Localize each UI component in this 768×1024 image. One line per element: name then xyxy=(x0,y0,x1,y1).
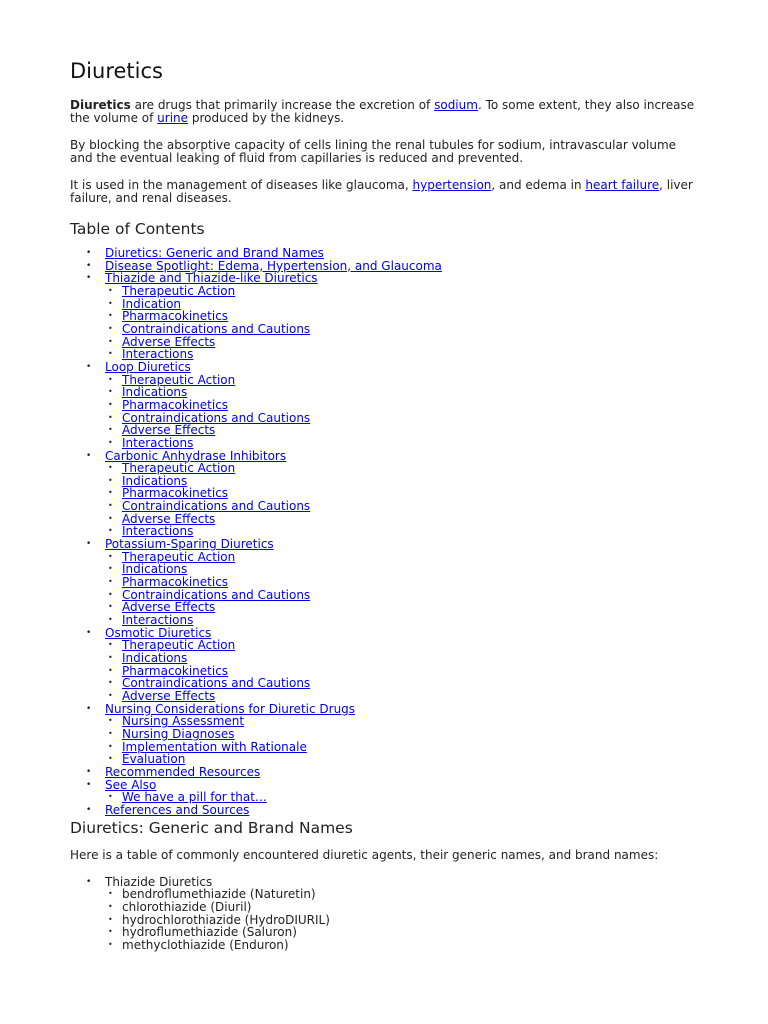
toc-sublink[interactable]: Implementation with Rationale xyxy=(122,739,307,754)
drug-item: • bendroflumethiazide (Naturetin) xyxy=(105,888,698,901)
toc-sublink[interactable]: Pharmacokinetics xyxy=(122,663,229,678)
intro-text: are drugs that primarily increase the excretion of xyxy=(130,98,435,112)
toc-sublink[interactable]: Therapeutic Action xyxy=(122,372,236,387)
toc-sublink[interactable]: Therapeutic Action xyxy=(122,638,236,653)
intro-paragraph-2: By blocking the absorptive capacity of cells lining the renal tubules for sodium, intravascular volume and the eventual leaking of fluid from capillaries is reduced and prevented. xyxy=(70,138,677,165)
toc-sublink[interactable]: Adverse Effects xyxy=(122,511,216,526)
intro-text: , and edema in xyxy=(491,178,586,192)
toc-sublink[interactable]: Nursing Diagnoses xyxy=(122,726,235,741)
toc-sublink[interactable]: Contraindications and Cautions xyxy=(122,499,311,514)
toc-sublink[interactable]: Contraindications and Cautions xyxy=(122,676,311,691)
toc-item xyxy=(70,779,698,804)
intro-paragraph-1 xyxy=(70,99,698,125)
toc-subitem xyxy=(105,741,698,754)
toc-sublink[interactable]: Interactions xyxy=(122,347,194,362)
toc-item xyxy=(70,538,698,627)
toc-link[interactable]: Osmotic Diuretics xyxy=(105,625,212,640)
toc-subitem xyxy=(105,462,698,475)
toc-sublink[interactable]: Interactions xyxy=(122,613,194,628)
toc-link[interactable]: Recommended Resources xyxy=(105,764,261,779)
toc-sublist xyxy=(105,285,698,361)
toc-sublink[interactable]: Evaluation xyxy=(122,752,186,767)
toc-sublink[interactable]: Indications xyxy=(122,562,188,577)
toc-link[interactable]: Thiazide and Thiazide-like Diuretics xyxy=(105,271,318,286)
drug-sublist xyxy=(105,888,698,951)
intro-text: . To some extent, they also increase the volume of xyxy=(70,98,695,125)
urine-link[interactable]: urine xyxy=(157,111,189,125)
toc-sublink[interactable]: Pharmacokinetics xyxy=(122,309,229,324)
toc-item xyxy=(70,627,698,703)
toc-subitem xyxy=(105,639,698,652)
toc-sublink[interactable]: Pharmacokinetics xyxy=(122,486,229,501)
toc-subitem xyxy=(105,551,698,564)
toc-subitem xyxy=(105,348,698,361)
drug-item: • hydroflumethiazide (Saluron) xyxy=(105,926,698,939)
toc-sublink[interactable]: Interactions xyxy=(122,435,194,450)
toc-heading: Table of Contents xyxy=(70,220,205,238)
intro-paragraph-3 xyxy=(70,179,698,205)
toc-sublist xyxy=(105,462,698,538)
intro-text: , liver failure, and renal diseases. xyxy=(70,178,693,205)
toc-link[interactable]: Potassium-Sparing Diuretics xyxy=(105,537,274,552)
toc-sublist xyxy=(105,374,698,450)
sodium-link[interactable]: sodium xyxy=(434,98,478,112)
toc-sublink[interactable]: Pharmacokinetics xyxy=(122,575,229,590)
toc-subitem xyxy=(105,513,698,526)
toc-sublink[interactable]: Therapeutic Action xyxy=(122,549,236,564)
drug-item: • methyclothiazide (Enduron) xyxy=(105,939,698,952)
toc-link[interactable]: Disease Spotlight: Edema, Hypertension, and Glaucoma xyxy=(105,258,442,273)
toc-sublink[interactable]: Indications xyxy=(122,473,188,488)
toc-sublink[interactable]: Contraindications and Cautions xyxy=(122,321,311,336)
toc-sublink[interactable]: Interactions xyxy=(122,524,194,539)
toc-subitem xyxy=(105,424,698,437)
toc-sublist xyxy=(105,551,698,627)
toc-link[interactable]: References and Sources xyxy=(105,802,250,817)
toc-sublink[interactable]: Indication xyxy=(122,296,182,311)
toc-link[interactable]: Diuretics: Generic and Brand Names xyxy=(105,246,324,260)
toc-sublink[interactable]: Indications xyxy=(122,385,188,400)
generic-brand-section xyxy=(70,818,698,952)
section-intro: Here is a table of commonly encountered diuretic agents, their generic names, and brand names: xyxy=(70,847,659,862)
toc-link[interactable]: Nursing Considerations for Diuretic Drugs xyxy=(105,701,356,716)
toc-sublink[interactable]: Adverse Effects xyxy=(122,334,216,349)
toc-sublink[interactable]: Nursing Assessment xyxy=(122,714,245,729)
drug-group-label: Thiazide Diuretics xyxy=(105,874,213,889)
toc-item xyxy=(70,450,698,539)
toc-sublink[interactable]: Indications xyxy=(122,651,188,665)
toc-sublink[interactable]: Pharmacokinetics xyxy=(122,397,229,412)
toc-item xyxy=(70,272,698,361)
toc-item xyxy=(70,703,698,766)
toc-subitem xyxy=(105,374,698,387)
toc-sublink[interactable]: Contraindications and Cautions xyxy=(122,410,311,425)
page-title: Diuretics xyxy=(70,59,163,83)
toc-sublink[interactable]: Therapeutic Action xyxy=(122,461,236,476)
toc-sublist xyxy=(105,639,698,702)
drug-item: • chlorothiazide (Diuril) xyxy=(105,901,698,914)
toc-link[interactable]: See Also xyxy=(105,777,157,792)
toc-subitem xyxy=(105,336,698,349)
heart-failure-link[interactable]: heart failure xyxy=(585,178,660,192)
toc-link[interactable]: Loop Diuretics xyxy=(105,359,191,374)
intro-text: produced by the kidneys. xyxy=(188,111,345,125)
toc-sublink[interactable]: Therapeutic Action xyxy=(122,283,236,298)
toc-subitem xyxy=(105,285,698,298)
toc-sublink[interactable]: Adverse Effects xyxy=(122,600,216,615)
toc-sublink[interactable]: We have a pill for that… xyxy=(122,790,267,805)
toc-link[interactable]: Carbonic Anhydrase Inhibitors xyxy=(105,448,287,463)
toc-sublink[interactable]: Adverse Effects xyxy=(122,423,216,438)
drug-item: • hydrochlorothiazide (HydroDIURIL) xyxy=(105,914,698,927)
section-heading: Diuretics: Generic and Brand Names xyxy=(70,818,353,837)
intro-text: It is used in the management of diseases like glaucoma, xyxy=(70,178,413,192)
toc-sublink[interactable]: Contraindications and Cautions xyxy=(122,587,311,602)
drug-group xyxy=(70,876,698,952)
toc-subitem xyxy=(105,601,698,614)
toc-item xyxy=(70,804,698,817)
drug-list xyxy=(70,876,698,952)
intro-bold-term: Diuretics xyxy=(70,98,131,112)
toc-item xyxy=(70,766,698,779)
hypertension-link[interactable]: hypertension xyxy=(412,178,492,192)
toc-item xyxy=(70,361,698,450)
table-of-contents xyxy=(70,247,698,817)
toc-sublink[interactable]: Adverse Effects xyxy=(122,688,216,703)
toc-sublist xyxy=(105,715,698,766)
